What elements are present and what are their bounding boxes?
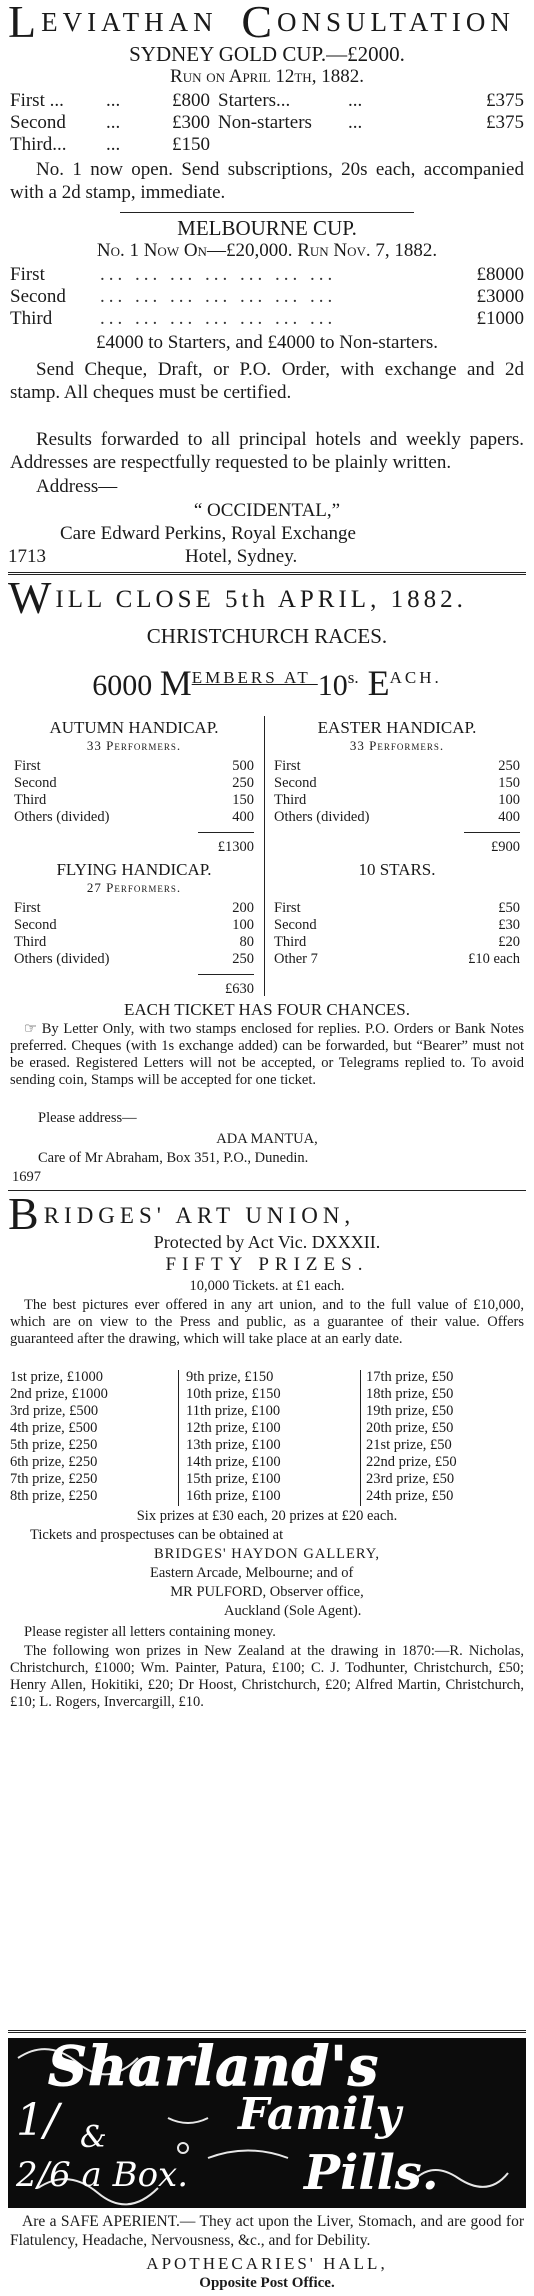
sydney-cell: £375 [486, 112, 524, 133]
sydney-cell: ... [106, 90, 121, 111]
sydney-cell [348, 134, 384, 156]
easter-amount: 250 [498, 758, 520, 774]
autumn-performers: 33 Performers. [86, 738, 182, 753]
sydney-row [10, 112, 524, 134]
members-m: M [159, 663, 192, 703]
stars-row [274, 934, 520, 951]
melbourne-row [10, 308, 524, 330]
ada-mantua: ADA MANTUA, [216, 1131, 318, 1147]
prize-entry: 8th prize, £250 [10, 1488, 98, 1504]
please-address: Please address— [38, 1110, 137, 1126]
melbourne-subheading: No. 1 Now On—£20,000. Run Nov. 7, 1882. [96, 240, 438, 261]
sydney-prize-table [0, 90, 534, 156]
flying-place: First [14, 900, 41, 916]
members-headline [0, 660, 534, 704]
register-letters: Please register all letters containing money. [24, 1624, 276, 1640]
stars-amount: £20 [498, 934, 520, 950]
flying-place: Others (divided) [14, 951, 110, 967]
prize-entry: 24th prize, £50 [366, 1488, 454, 1504]
leader-dots: ... ... ... ... ... ... ... [100, 308, 337, 329]
easter-handicap [274, 718, 520, 857]
members-at: EMBERS AT [191, 668, 318, 687]
flying-amount: 250 [232, 951, 254, 967]
easter-row [274, 792, 520, 809]
easter-place: First [274, 758, 301, 774]
flying-performers: 27 Performers. [86, 880, 182, 895]
stars-row [274, 951, 520, 968]
price-ampersand: & [80, 2120, 107, 2155]
prize-entry: 10th prize, £150 [186, 1386, 281, 1402]
prize-entry: 3rd prize, £500 [10, 1403, 99, 1419]
art-union-description: The best pictures ever offered in any art union, and to the full value of £10,000, which are on view to the Press and public, as a guarantee of their value. Offers guaranteed after the drawing, which will take place at an early date. [10, 1297, 524, 1347]
prize-entry: 16th prize, £100 [186, 1488, 281, 1504]
flying-total: £630 [225, 981, 254, 997]
members-count: 6000 [92, 669, 160, 702]
autumn-total: £1300 [217, 839, 254, 855]
sharlands-brand: Sharland's [48, 2038, 380, 2098]
flying-amount: 200 [232, 900, 254, 916]
prize-entry: 1st prize, £1000 [10, 1369, 104, 1385]
sydney-row [10, 90, 524, 112]
autumn-title: AUTUMN HANDICAP. [49, 718, 219, 737]
leviathan-title [0, 0, 534, 47]
sydney-cell: ... [348, 90, 363, 111]
christchurch-races-heading: CHRISTCHURCH RACES. [146, 624, 388, 648]
melbourne-place: First [10, 264, 45, 285]
occidental-address: “ OCCIDENTAL,” [193, 500, 341, 521]
stars-row [274, 917, 520, 934]
melbourne-amount: £8000 [476, 264, 524, 285]
address-label: Address— [36, 476, 118, 497]
section-divider [8, 572, 526, 575]
family-word: Family [238, 2089, 401, 2140]
easter-total: £900 [491, 839, 520, 855]
melbourne-prize-table [0, 264, 534, 330]
leviathan-initial-l: L [8, 0, 42, 47]
stars-amount: £30 [498, 917, 520, 933]
opposite-post-office: Opposite Post Office. [199, 2275, 335, 2291]
safe-aperient-text: Are a SAFE APERIENT.— They act upon the Liver, Stomach, and are good for Flatulency, Headache, Nervousness, &c., and for Debility. [10, 2213, 524, 2249]
prize-entry: 6th prize, £250 [10, 1454, 98, 1470]
easter-amount: 150 [498, 775, 520, 791]
apothecaries-hall: APOTHECARIES' HALL, [146, 2254, 388, 2273]
prize-entry: 20th prize, £50 [366, 1420, 454, 1436]
stars-amount: £50 [498, 900, 520, 916]
prize-entry: 2nd prize, £1000 [10, 1386, 108, 1402]
autumn-amount: 150 [232, 792, 254, 808]
will-close-text: ILL CLOSE 5th APRIL, 1882. [55, 586, 467, 613]
stars-row [274, 900, 520, 917]
autumn-row [14, 758, 254, 775]
prize-column-2 [186, 1369, 352, 1505]
ad-number-1697: 1697 [12, 1169, 41, 1185]
sydney-cell: First ... [10, 90, 64, 111]
care-perkins: Care Edward Perkins, Royal Exchange [60, 523, 356, 544]
stars-place: Other 7 [274, 951, 318, 967]
section-divider-2 [8, 1190, 526, 1191]
bridges-title-text: RIDGES' ART UNION, [43, 1203, 356, 1228]
autumn-amount: 500 [232, 758, 254, 774]
protected-by-act: Protected by Act Vic. DXXXII. [153, 1232, 381, 1252]
sydney-cell [218, 134, 348, 156]
sharlands-pills-banner [8, 2038, 526, 2208]
flying-title: FLYING HANDICAP. [56, 860, 212, 879]
sydney-run-date: Run on April 12th, 1882. [170, 66, 364, 87]
flying-handicap [14, 860, 254, 999]
easter-row [274, 775, 520, 792]
price-two-six: 2/6 a Box. [16, 2155, 189, 2195]
flying-row [14, 951, 254, 968]
sydney-cell: ... [348, 112, 363, 133]
easter-performers: 33 Performers. [349, 738, 445, 753]
stars-place: Third [274, 934, 307, 950]
prize-entry: 22nd prize, £50 [366, 1454, 457, 1470]
stars-amount: £10 each [468, 951, 520, 967]
leader-dots: ... ... ... ... ... ... ... [100, 264, 337, 285]
leviathan-title-b: ONSULTATION [277, 7, 515, 37]
sydney-cell: £800 [172, 90, 210, 111]
section-divider-3 [8, 2030, 526, 2033]
easter-title: EASTER HANDICAP. [317, 718, 477, 737]
prize-entry: 11th prize, £100 [186, 1403, 281, 1419]
autumn-amount: 400 [232, 809, 254, 825]
prize-entry: 5th prize, £250 [10, 1437, 98, 1453]
sydney-heading: SYDNEY GOLD CUP.—£2000. [129, 42, 405, 66]
prize-entry: 19th prize, £50 [366, 1403, 454, 1419]
melbourne-amount: £1000 [476, 308, 524, 329]
nz-winners: The following won prizes in New Zealand at the drawing in 1870:—R. Nicholas, Christchurch, £1000; Wm. Painter, Patura, £100; C. J. Todhunter, Christchurch, £50; Henry Allen, Hokitiki, £20; Dr Hoost, Christchurch, £20; Alfred Martin, Christchurch, £10; L. Rogers, Invercargill, £10. [10, 1643, 524, 1710]
prize-entry: 18th prize, £50 [366, 1386, 454, 1402]
sydney-subscription-note: No. 1 now open. Send subscriptions, 20s each, accompanied with a 2d stamp, immediate. [10, 159, 524, 203]
melbourne-place: Second [10, 286, 66, 307]
easter-place: Second [274, 775, 317, 791]
prize-entry: 9th prize, £150 [186, 1369, 274, 1385]
sydney-cell: Second [10, 112, 66, 133]
autumn-amount: 250 [232, 775, 254, 791]
column-divider [264, 716, 265, 996]
prize-column-rule-1 [178, 1370, 179, 1506]
ticket-price: 10,000 Tickets. at £1 each. [189, 1278, 345, 1294]
stars-place: Second [274, 917, 317, 933]
prize-column-3 [366, 1369, 522, 1505]
flying-amount: 100 [232, 917, 254, 933]
melbourne-heading: MELBOURNE CUP. [177, 216, 357, 240]
flying-place: Third [14, 934, 47, 950]
prize-entry: 12th prize, £100 [186, 1420, 281, 1436]
each-rest: ACH. [389, 668, 442, 687]
autumn-row [14, 775, 254, 792]
sydney-cell: Starters... [218, 90, 291, 111]
prize-entry: 7th prize, £250 [10, 1471, 98, 1487]
flying-row [14, 900, 254, 917]
results-instructions: Results forwarded to all principal hotels and weekly papers. Addresses are respectfully requested to be plainly written. [10, 429, 524, 473]
christchurch-instructions: ☞ By Letter Only, with two stamps enclosed for replies. P.O. Orders or Bank Notes preferred. Cheques (with 1s exchange added) can be forwarded, but “Bearer” must not be erased. Registered Letters will not be accepted, or Telegrams replied to. To avoid sending coin, Stamps will be accepted for one ticket. [10, 1021, 524, 1088]
autumn-row [14, 792, 254, 809]
four-chances: EACH TICKET HAS FOUR CHANCES. [123, 1000, 411, 1019]
prize-entry: 21st prize, £50 [366, 1437, 452, 1453]
mr-pulford: MR PULFORD, Observer office, [170, 1584, 364, 1600]
bridges-initial-b: B [8, 1188, 44, 1239]
prize-entry: 4th prize, £500 [10, 1420, 98, 1436]
price-shillings: s. [347, 668, 359, 687]
autumn-row [14, 809, 254, 826]
leviathan-initial-c: C [241, 0, 278, 47]
cheque-instructions: Send Cheque, Draft, or P.O. Order, with exchange and 2d stamp. All cheques must be certified. [10, 359, 524, 403]
fifty-prizes: FIFTY PRIZES. [165, 1254, 369, 1275]
autumn-place: Second [14, 775, 57, 791]
tickets-obtain: Tickets and prospectuses can be obtained at [30, 1527, 284, 1543]
melbourne-amount: £3000 [476, 286, 524, 307]
sydney-cell [384, 134, 524, 156]
sydney-cell: ... [106, 112, 121, 133]
auckland-agent: Auckland (Sole Agent). [224, 1603, 362, 1619]
autumn-place: First [14, 758, 41, 774]
care-abraham: Care of Mr Abraham, Box 351, P.O., Dunedin. [38, 1150, 309, 1166]
melbourne-place: Third [10, 308, 53, 329]
sydney-cell: £300 [172, 112, 210, 133]
six-prizes: Six prizes at £30 each, 20 prizes at £20 each. [136, 1508, 398, 1524]
bridges-title [0, 1188, 534, 1239]
sydney-cell: ... [106, 134, 121, 155]
will-initial-w: W [8, 572, 56, 623]
pills-word: Pills. [304, 2145, 439, 2201]
easter-row [274, 809, 520, 826]
easter-row [274, 758, 520, 775]
autumn-place: Others (divided) [14, 809, 110, 825]
stars-title: 10 STARS. [358, 860, 436, 879]
easter-place: Others (divided) [274, 809, 370, 825]
flying-amount: 80 [239, 934, 254, 950]
easter-amount: 100 [498, 792, 520, 808]
hotel-sydney: Hotel, Sydney. [185, 546, 298, 567]
leader-dots: ... ... ... ... ... ... ... [100, 286, 337, 307]
autumn-handicap [14, 718, 254, 857]
divider [120, 212, 414, 213]
flying-row [14, 917, 254, 934]
sydney-cell: Third... [10, 134, 67, 155]
ad-number-1713: 1713 [8, 546, 46, 567]
stars-place: First [274, 900, 301, 916]
prize-entry: 13th prize, £100 [186, 1437, 281, 1453]
prize-entry: 23rd prize, £50 [366, 1471, 455, 1487]
price-10: 10 [317, 669, 348, 702]
sydney-cell: £150 [172, 134, 210, 155]
sydney-cell: Non-starters [218, 112, 312, 133]
sydney-row [10, 134, 524, 156]
easter-amount: 400 [498, 809, 520, 825]
sydney-cell: £375 [486, 90, 524, 111]
prize-column-rule-2 [360, 1370, 361, 1506]
easter-place: Third [274, 792, 307, 808]
each-e: E [358, 663, 390, 703]
melbourne-row [10, 264, 524, 286]
melbourne-starters-note: £4000 to Starters, and £4000 to Non-starters. [96, 332, 438, 353]
flying-place: Second [14, 917, 57, 933]
haydon-gallery: BRIDGES' HAYDON GALLERY, [153, 1546, 380, 1562]
will-close-title [0, 572, 534, 623]
prize-entry: 15th prize, £100 [186, 1471, 281, 1487]
prize-entry: 17th prize, £50 [366, 1369, 454, 1385]
prize-column-1 [10, 1369, 170, 1505]
eastern-arcade: Eastern Arcade, Melbourne; and of [150, 1565, 354, 1581]
flying-row [14, 934, 254, 951]
prize-entry: 14th prize, £100 [186, 1454, 281, 1470]
price-one-shilling: 1/ [16, 2095, 59, 2146]
melbourne-row [10, 286, 524, 308]
leviathan-title-a: EVIATHAN [41, 7, 218, 37]
autumn-place: Third [14, 792, 47, 808]
ten-stars [274, 860, 520, 968]
